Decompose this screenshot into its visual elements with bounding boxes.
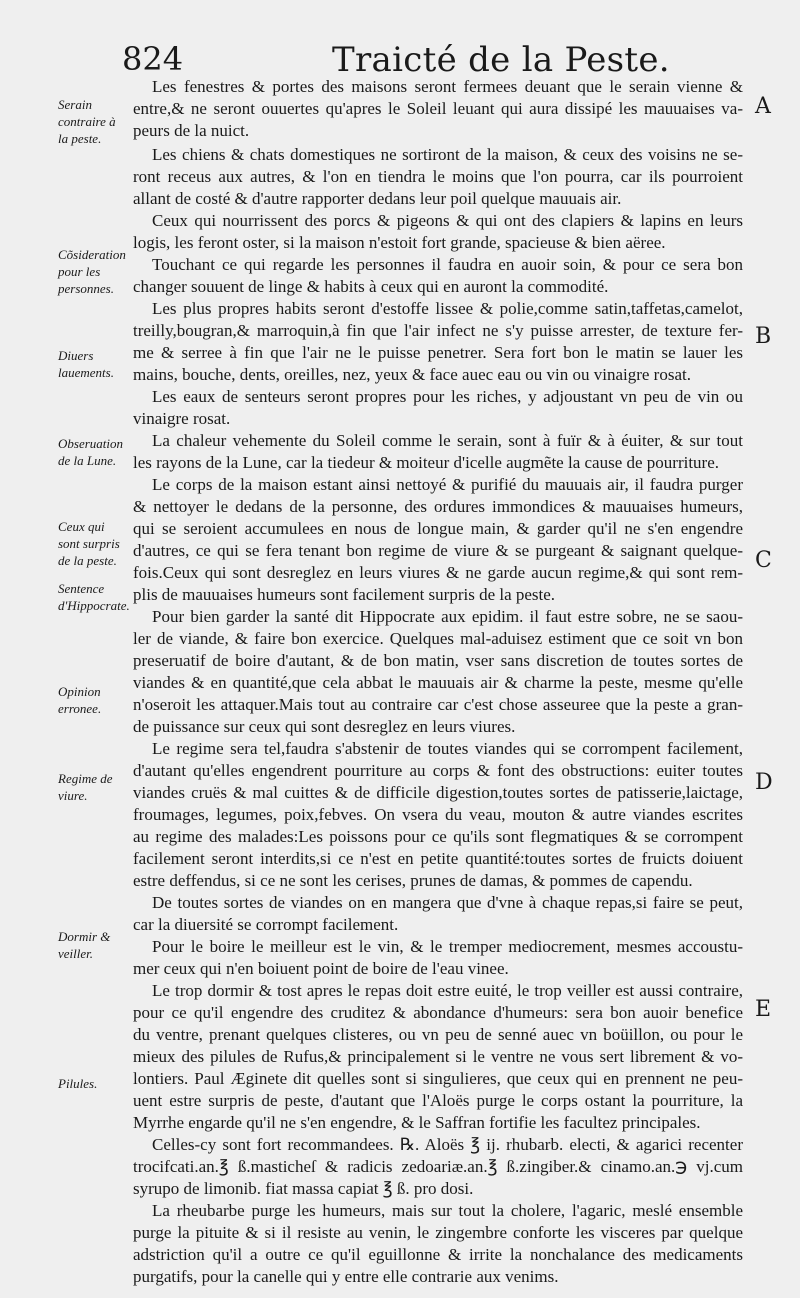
margin-note-consideration: Cõsideration pour les personnes.	[58, 247, 126, 296]
text-line: adstriction qu'il a outre ce qu'il eguillonne & irrite la nonchalance des medicaments	[133, 1245, 743, 1264]
margin-letter-d: D	[755, 770, 773, 795]
text-line: syrupo de limonib. fiat massa capiat ℥ ß. pro dosi.	[133, 1179, 474, 1198]
text-line: entre,& ne seront ouuertes qu'apres le Soleil leuant qui aura dissipé les mauuaises va-	[133, 99, 743, 118]
margin-letter-c: C	[755, 548, 772, 573]
margin-note-regime: Regime de viure.	[58, 771, 113, 803]
text-line: fois.Ceux qui sont desreglez en leurs viures & ne garde aucun regime,& qui sont rem-	[133, 563, 743, 582]
text-line: Myrrhe engarde qu'il ne s'en engendre, & le Saffran fortifie les facultez principales.	[133, 1113, 701, 1132]
text-line: au regime des malades:Les poissons pour ce qu'ils sont flegmatiques & se corrompent	[133, 827, 743, 846]
text-line: Ceux qui nourrissent des porcs & pigeons & qui ont des clapiers & lapins en leurs	[152, 211, 743, 230]
text-line: purge la pituite & si il resiste au venin, le zingembre conforte les visceres par quelque	[133, 1223, 743, 1242]
text-line: de puissance sur ceux qui sont desreglez en leurs viures.	[133, 717, 516, 736]
text-line: La chaleur vehemente du Soleil comme le serain, sont à fuïr & à éuiter, & sur tout	[152, 431, 743, 450]
margin-letter-a: A	[755, 94, 771, 119]
text-line: Les chiens & chats domestiques ne sortiront de la maison, & ceux des voisins ne se-	[152, 145, 743, 164]
margin-note-hippocrate: Sentence d'Hippocrate.	[58, 581, 130, 613]
text-line: Le corps de la maison estant ainsi nettoyé & purifié du mauuais air, il faudra purger	[152, 475, 743, 494]
margin-note-serain: Serain contraire à la peste.	[58, 97, 116, 146]
text-line: peurs de la nuict.	[133, 121, 250, 140]
text-line: car la diuersité se corrompt facilement.	[133, 915, 399, 934]
margin-note-lauements: Diuers lauements.	[58, 348, 114, 380]
text-line: Touchant ce qui regarde les personnes il faudra en auoir soin, & pour ce sera bon	[152, 255, 743, 274]
text-line: du ventre, prenant quelques clisteres, ou vn peu de senné auec vn boüillon, ou pour le	[133, 1025, 743, 1044]
text-line: preseruatif de boire d'autant, & de bon matin, vser sans discretion de toutes sortes de	[133, 651, 743, 670]
text-line: Les plus propres habits seront d'estoffe lissee & polie,comme satin,taffetas,camelot,	[152, 299, 743, 318]
text-line: mer ceux qui n'en boiuent point de boire de l'eau vinee.	[133, 959, 509, 978]
text-line: estre deffendus, si ce ne sont les cerises, prunes de damas, & pommes de capendu.	[133, 871, 693, 890]
text-line: Les eaux de senteurs seront propres pour les riches, y adjoustant vn peu de vin ou	[152, 387, 743, 406]
text-line: lontiers. Paul Æginete dit quelles sont si singulieres, que ceux qui en prennent ne peu-	[133, 1069, 743, 1088]
text-line: purgatifs, pour la canelle qui y entre elle contrarie aux venims.	[133, 1267, 559, 1286]
margin-note-opinion: Opinion erronee.	[58, 684, 102, 716]
text-line: d'autres, ce qui se fera tenant bon regime de viure & se purgeant & saignant quelque-	[133, 541, 743, 560]
text-line: plis de mauuaises humeurs sont facilement surpris de la peste.	[133, 585, 556, 604]
text-line: vinaigre rosat.	[133, 409, 231, 428]
margin-letter-e: E	[755, 997, 772, 1022]
text-line: Le regime sera tel,faudra s'abstenir de toutes viandes qui se corrompent facilement,	[152, 739, 743, 758]
text-line: n'oseroit les attaquer.Mais tout au contraire car c'est chose asseuree que la peste a gran-	[133, 695, 743, 714]
text-line: logis, les feront oster, si la maison n'estoit fort grande, spacieuse & bien aëree.	[133, 233, 666, 252]
text-line: trocifcati.an.℥ ß.masticheſ & radicis zedoariæ.an.℥ ß.zingiber.& cinamo.an.℈ vj.cum	[133, 1157, 743, 1176]
text-line: treilly,bougran,& marroquin,à fin que l'air infect ne s'y puisse arrester, de texture fer-	[133, 321, 743, 340]
text-line: Les fenestres & portes des maisons seront fermees deuant que le serain vienne &	[152, 77, 743, 96]
text-line: allant de costé & d'autre rapporter dedans leur poil quelque mauuais air.	[133, 189, 622, 208]
text-line: me & serree à fin que l'air ne le puisse penetrer. Sera fort bon le matin se lauer les	[133, 343, 743, 362]
text-line: mains, bouche, dents, oreilles, nez, yeux & face auec eau ou vin ou vinaigre rosat.	[133, 365, 691, 384]
text-line: froumages, legumes, poix,febves. On vsera du veau, mouton & autre viandes escrites	[133, 805, 743, 824]
text-line: Celles-cy sont fort recommandees. ℞. Aloës ℥ ij. rhubarb. electi, & agarici recenter	[152, 1135, 743, 1154]
text-line: De toutes sortes de viandes on en mangera que d'vne à chaque repas,si faire se peut,	[152, 893, 743, 912]
text-line: les rayons de la Lune, car la tiedeur & moiteur d'icelle augmẽte la cause de pourriture.	[133, 453, 720, 472]
running-title: Traicté de la Peste.	[332, 40, 670, 80]
text-line: pour ce qu'il engendre des cruditez & abondance d'humeurs: sera bon auoir benefice	[133, 1003, 743, 1022]
page-number: 824	[122, 40, 184, 78]
text-line: ler de viande, & faire bon exercice. Quelques mal-aduisez estiment que ce soit vn bon	[133, 629, 743, 648]
text-line: & nettoyer le dedans de la personne, des ordures immondices & mauuaises humeurs,	[133, 497, 743, 516]
text-line: changer souuent de linge & habits à ceux qui en auront la commodité.	[133, 277, 609, 296]
text-line: viandes & en quantité,que cela abbat le mauuais air & charme la peste, mesme qu'elle	[133, 673, 743, 692]
text-line: Pour bien garder la santé dit Hippocrate aux epidim. il faut estre sobre, ne se saou-	[152, 607, 743, 626]
text-line: Pour le boire le meilleur est le vin, & le tremper mediocrement, mesmes accoustu-	[152, 937, 743, 956]
text-line: ront receus aux autres, & l'on en tiendra le moins que l'on pourra, car ils pourroient	[133, 167, 743, 186]
margin-letter-b: B	[755, 324, 772, 349]
text-line: Le trop dormir & tost apres le repas doit estre euité, le trop veiller est aussi contraire,	[152, 981, 743, 1000]
text-line: La rheubarbe purge les humeurs, mais sur tout la cholere, l'agaric, meslé ensemble	[152, 1201, 743, 1220]
margin-note-lune: Obseruation de la Lune.	[58, 436, 123, 468]
text-line: facilement seront interdits,si ce n'est en petite quantité:toutes sortes de fruicts doiuent	[133, 849, 743, 868]
margin-note-pilules: Pilules.	[58, 1076, 98, 1091]
margin-note-dormir: Dormir & veiller.	[58, 929, 111, 961]
margin-note-surpris: Ceux qui sont surpris de la peste.	[58, 519, 120, 568]
text-line: qui se seroient accumulees en nous de longue main, & garder qu'il ne s'en engendre	[133, 519, 743, 538]
text-line: d'autant qu'elles engendrent pourriture au corps & font des obstructions: euiter toutes	[133, 761, 743, 780]
text-line: mieux des pilules de Rufus,& principalement si le ventre ne vous sert librement & vo-	[133, 1047, 743, 1066]
text-line: uent estre surpris de peste, d'autant que l'Aloës purge le corps ostant la pourriture, la	[133, 1091, 743, 1110]
text-line: viandes cruës & mal cuittes & de difficile digestion,toutes sortes de patisserie,laictage,	[133, 783, 743, 802]
